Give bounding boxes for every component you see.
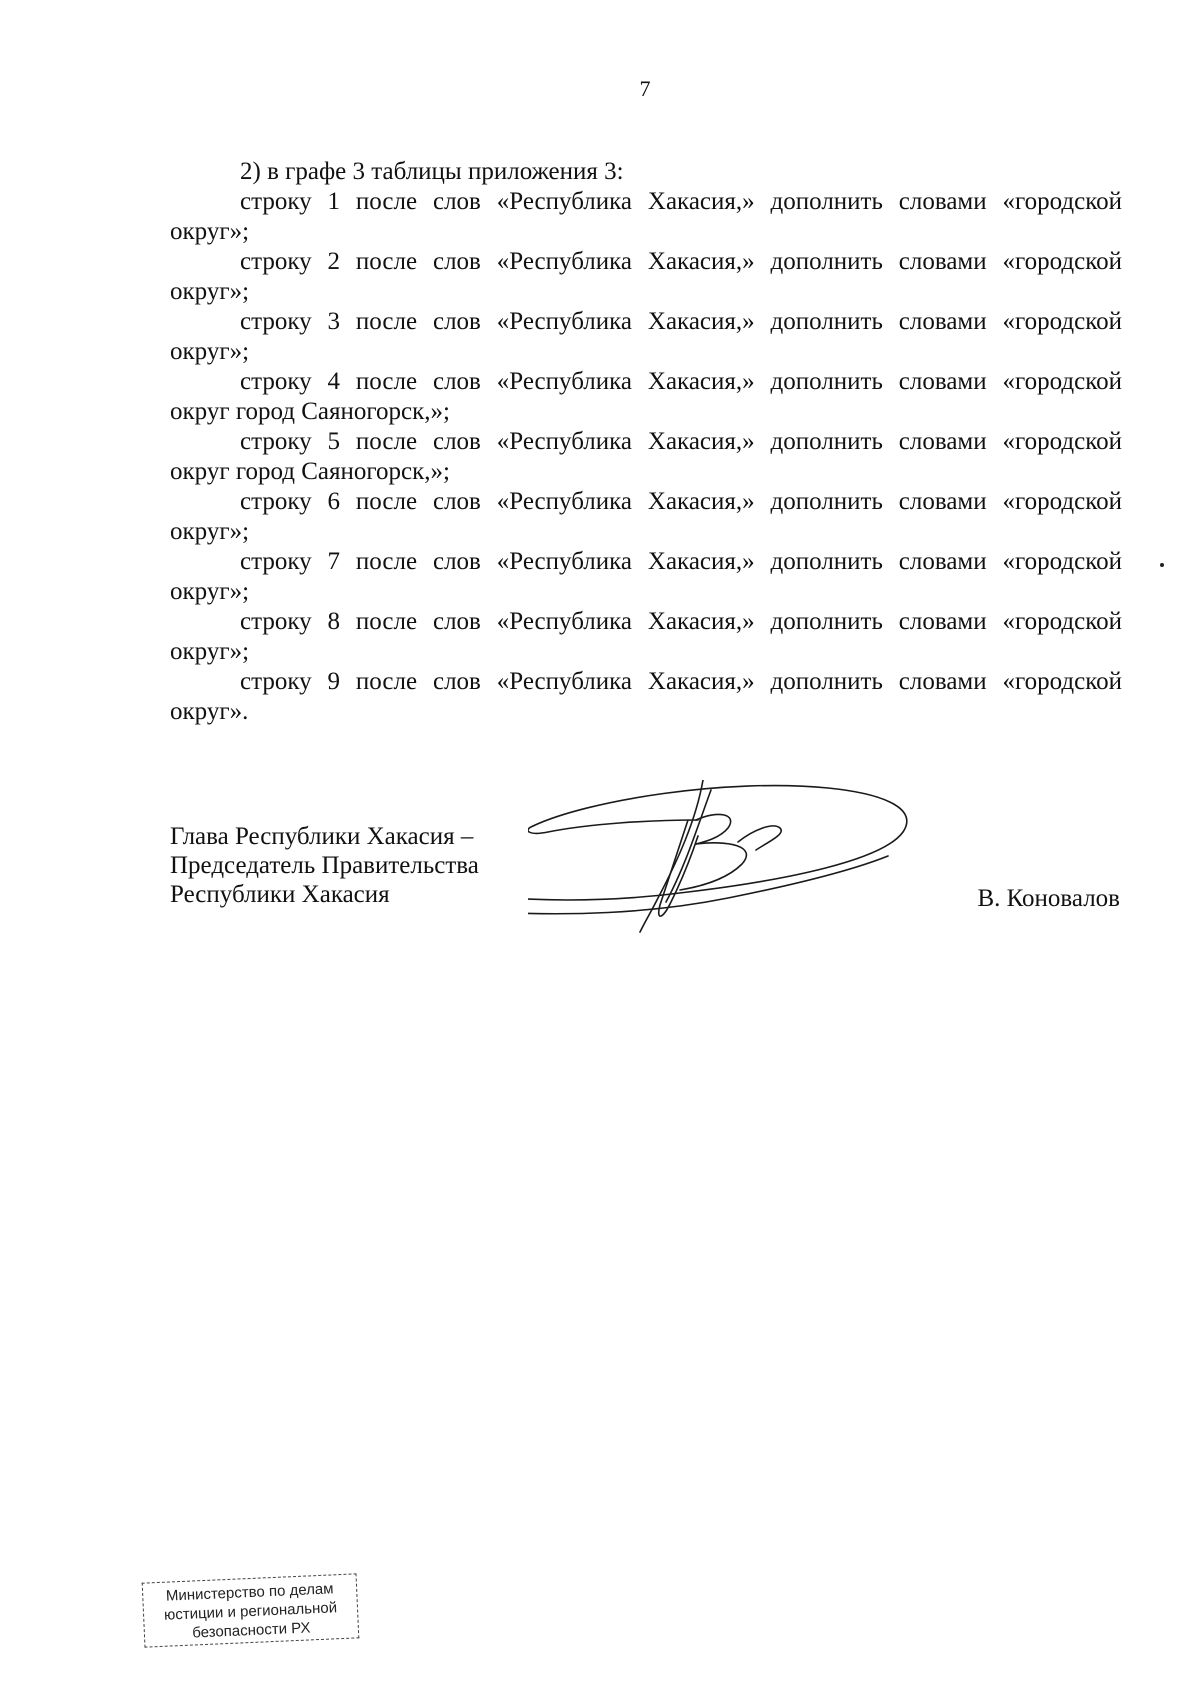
amendment-word: слов — [432, 248, 481, 275]
stamp-line: юстиции и региональной — [163, 1599, 338, 1624]
amendment-word: дополнить — [770, 608, 883, 635]
signer-position-line: Председатель Правительства — [170, 852, 479, 879]
amendment-line — [170, 427, 1122, 457]
amendment-word: словами — [898, 668, 987, 695]
amendment-item — [170, 487, 1122, 547]
amendment-line — [170, 187, 1122, 217]
amendment-word: строку — [240, 368, 312, 395]
amendment-word: дополнить — [770, 428, 883, 455]
amendment-continuation: округ»; — [170, 518, 250, 545]
amendment-word: 7 — [327, 548, 341, 575]
amendment-line — [170, 607, 1122, 637]
amendment-line — [170, 667, 1122, 697]
amendment-line — [170, 307, 1122, 337]
amendment-word: дополнить — [770, 368, 883, 395]
amendment-word: слов — [432, 308, 481, 335]
amendment-line — [170, 487, 1122, 517]
amendment-word: строку — [240, 188, 312, 215]
amendment-word: слов — [432, 188, 481, 215]
amendment-continuation: округ»; — [170, 218, 250, 245]
amendment-word: словами — [898, 308, 987, 335]
amendment-word: «Республика — [496, 608, 633, 635]
scan-artifact-dot — [1160, 563, 1164, 567]
amendment-word: после — [355, 188, 418, 215]
amendment-word: 8 — [327, 608, 341, 635]
amendment-word: Хакасия,» — [647, 368, 755, 395]
amendment-word: строку — [240, 248, 312, 275]
amendment-word: «Республика — [496, 308, 633, 335]
amendment-word: «Республика — [496, 368, 633, 395]
amendment-continuation: округ». — [170, 698, 249, 725]
amendment-word: 3 — [327, 308, 341, 335]
amendment-continuation: округ»; — [170, 638, 250, 665]
signer-position — [170, 822, 479, 909]
amendment-word: 2 — [327, 248, 341, 275]
amendment-item — [170, 187, 1122, 247]
amendment-word: словами — [898, 608, 987, 635]
signer-position-line: Глава Республики Хакасия – — [170, 823, 474, 850]
amendment-word: «Республика — [496, 428, 633, 455]
amendment-continuation: округ»; — [170, 338, 250, 365]
amendment-line — [170, 247, 1122, 277]
signer-name: В. Коновалов — [977, 885, 1120, 912]
amendment-line — [170, 547, 1122, 577]
amendment-item — [170, 667, 1122, 727]
amendment-line — [170, 367, 1122, 397]
amendment-continuation: округ город Саяногорск,»; — [170, 398, 450, 425]
amendment-item — [170, 247, 1122, 307]
amendment-word: после — [355, 608, 418, 635]
amendment-word: после — [355, 428, 418, 455]
page-number: 7 — [639, 76, 651, 101]
amendment-word: Хакасия,» — [647, 248, 755, 275]
amendment-word: «Республика — [496, 668, 633, 695]
amendment-word: «городской — [1002, 248, 1122, 275]
amendment-word: Хакасия,» — [647, 308, 755, 335]
stamp-line: Министерство по делам — [165, 1580, 334, 1605]
amendment-word: словами — [898, 368, 987, 395]
handwritten-signature — [528, 780, 968, 950]
amendment-item — [170, 307, 1122, 367]
amendment-word: после — [355, 668, 418, 695]
amendment-word: дополнить — [770, 188, 883, 215]
amendment-word: строку — [240, 608, 312, 635]
intro-paragraph: 2) в графе 3 таблицы приложения 3: — [240, 158, 624, 185]
amendment-word: слов — [432, 428, 481, 455]
amendment-word: после — [355, 368, 418, 395]
amendment-word: 4 — [327, 368, 341, 395]
stamp-line: безопасности РХ — [191, 1619, 311, 1642]
amendment-word: «городской — [1002, 308, 1122, 335]
amendment-item — [170, 367, 1122, 427]
amendment-word: дополнить — [770, 668, 883, 695]
amendment-word: «городской — [1002, 368, 1122, 395]
amendment-word: слов — [432, 548, 481, 575]
amendment-word: дополнить — [770, 248, 883, 275]
amendment-word: «городской — [1002, 548, 1122, 575]
amendment-continuation: округ»; — [170, 578, 250, 605]
amendment-word: словами — [898, 428, 987, 455]
amendment-list — [170, 187, 1122, 727]
amendment-word: Хакасия,» — [647, 668, 755, 695]
amendment-word: строку — [240, 548, 312, 575]
amendment-word: «Республика — [496, 488, 633, 515]
amendment-item — [170, 427, 1122, 487]
amendment-word: 6 — [327, 488, 341, 515]
amendment-word: «городской — [1002, 188, 1122, 215]
amendment-item — [170, 547, 1122, 607]
amendment-word: «городской — [1002, 668, 1122, 695]
amendment-word: словами — [898, 488, 987, 515]
amendment-word: дополнить — [770, 548, 883, 575]
amendment-word: Хакасия,» — [647, 488, 755, 515]
amendment-word: Хакасия,» — [647, 428, 755, 455]
signer-position-line: Республики Хакасия — [170, 881, 390, 908]
amendment-word: слов — [432, 668, 481, 695]
amendment-word: Хакасия,» — [647, 608, 755, 635]
amendment-word: слов — [432, 488, 481, 515]
amendment-word: дополнить — [770, 308, 883, 335]
amendment-word: «городской — [1002, 608, 1122, 635]
amendment-word: 1 — [327, 188, 341, 215]
registration-stamp — [142, 1573, 360, 1647]
amendment-word: «Республика — [496, 548, 633, 575]
amendment-word: после — [355, 248, 418, 275]
amendment-word: 9 — [327, 668, 341, 695]
amendment-word: Хакасия,» — [647, 548, 755, 575]
amendment-word: 5 — [327, 428, 341, 455]
amendment-word: «городской — [1002, 488, 1122, 515]
amendment-item — [170, 607, 1122, 667]
amendment-word: строку — [240, 488, 312, 515]
amendment-word: после — [355, 308, 418, 335]
amendment-word: словами — [898, 248, 987, 275]
amendment-word: Хакасия,» — [647, 188, 755, 215]
amendment-word: словами — [898, 188, 987, 215]
amendment-word: словами — [898, 548, 987, 575]
amendment-word: строку — [240, 428, 312, 455]
amendment-word: слов — [432, 368, 481, 395]
amendment-word: строку — [240, 668, 312, 695]
amendment-word: «Республика — [496, 188, 633, 215]
amendment-word: «Республика — [496, 248, 633, 275]
amendment-word: после — [355, 488, 418, 515]
amendment-word: после — [355, 548, 418, 575]
amendment-word: слов — [432, 608, 481, 635]
amendment-word: «городской — [1002, 428, 1122, 455]
amendment-word: дополнить — [770, 488, 883, 515]
amendment-continuation: округ»; — [170, 278, 250, 305]
amendment-word: строку — [240, 308, 312, 335]
document-body — [170, 157, 1122, 727]
amendment-continuation: округ город Саяногорск,»; — [170, 458, 450, 485]
